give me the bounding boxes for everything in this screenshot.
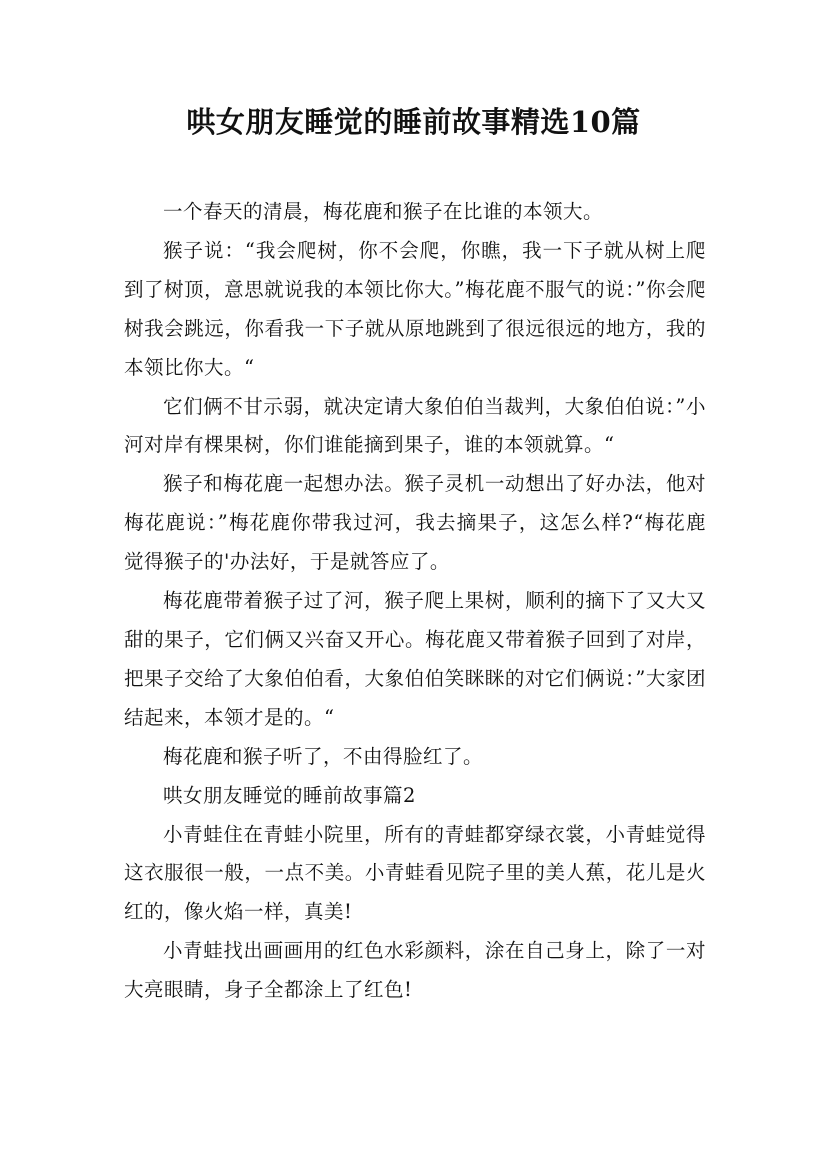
paragraph: 小青蛙住在青蛙小院里，所有的青蛙都穿绿衣裳，小青蛙觉得这衣服很一般，一点不美。小青蛙看见院子里的美人蕉，花儿是火红的，像火焰一样，真美! xyxy=(124,822,706,924)
section-heading: 哄女朋友睡觉的睡前故事篇2 xyxy=(163,783,416,807)
paragraph: 猴子说：“我会爬树，你不会爬，你瞧，我一下子就从树上爬到了树顶，意思就说我的本领比你大。”梅花鹿不服气的说：”你会爬树我会跳远，你看我一下子就从原地跳到了很远很远的地方，我的本领比你大。“ xyxy=(124,238,706,379)
paragraph: 它们俩不甘示弱，就决定请大象伯伯当裁判，大象伯伯说：”小河对岸有棵果树，你们谁能摘到果子，谁的本领就算。“ xyxy=(124,394,706,457)
paragraph: 小青蛙找出画画用的红色水彩颜料，涂在自己身上，除了一对大亮眼睛，身子全都涂上了红色! xyxy=(124,939,706,1002)
paragraph: 梅花鹿带着猴子过了河，猴子爬上果树，顺利的摘下了又大又甜的果子，它们俩又兴奋又开心。梅花鹿又带着猴子回到了对岸，把果子交给了大象伯伯看，大象伯伯笑眯眯的对它们俩说：”大家团结起来，本领才是的。“ xyxy=(124,589,706,729)
paragraph: 梅花鹿和猴子听了，不由得脸红了。 xyxy=(163,744,484,768)
document-body xyxy=(124,193,706,1010)
paragraph: 一个春天的清晨，梅花鹿和猴子在比谁的本领大。 xyxy=(163,200,604,223)
document-title: 哄女朋友睡觉的睡前故事精选10篇 xyxy=(186,105,641,139)
paragraph: 猴子和梅花鹿一起想办法。猴子灵机一动想出了好办法，他对梅花鹿说：”梅花鹿你带我过河，我去摘果子，这怎么样?“梅花鹿觉得猴子的'办法好，于是就答应了。 xyxy=(124,472,706,574)
